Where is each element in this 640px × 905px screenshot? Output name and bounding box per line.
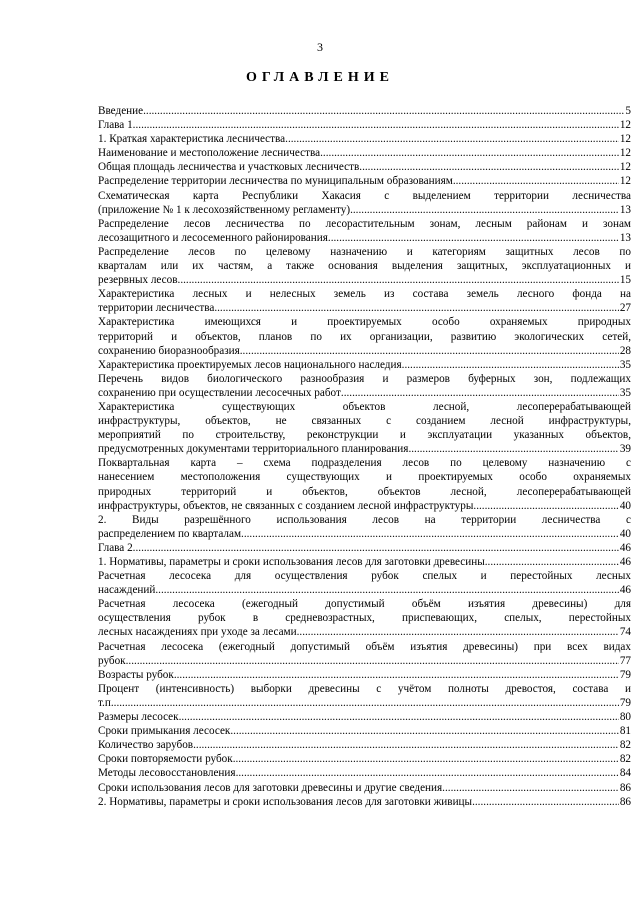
toc-page-number: 74 bbox=[619, 626, 631, 639]
toc-leader-dots bbox=[408, 442, 618, 456]
table-of-contents bbox=[98, 104, 631, 809]
toc-entry bbox=[98, 752, 631, 766]
toc-entry-text: (приложение № 1 к лесохозяйственному регламенту) bbox=[98, 203, 351, 216]
toc-leader-dots bbox=[285, 132, 619, 146]
toc-entry-text: сохранению биоразнообразия bbox=[98, 344, 240, 357]
toc-entry-last-line bbox=[98, 527, 631, 541]
toc-entry-last-line bbox=[98, 386, 631, 400]
toc-entry bbox=[98, 724, 631, 738]
toc-leader-dots bbox=[126, 654, 619, 668]
toc-entry bbox=[98, 118, 631, 132]
toc-entry-text: резервных лесов bbox=[98, 274, 178, 287]
toc-page-number: 84 bbox=[619, 767, 631, 780]
toc-page-number: 13 bbox=[619, 231, 631, 244]
toc-leader-dots bbox=[472, 795, 619, 809]
toc-page-number: 5 bbox=[625, 105, 631, 117]
toc-entry-text: т.п. bbox=[98, 696, 114, 709]
toc-leader-dots bbox=[179, 710, 619, 724]
toc-entry-text: лесных насаждениях при уходе за лесами bbox=[98, 626, 297, 639]
toc-page-number: 46 bbox=[619, 584, 631, 597]
toc-entry-last-line bbox=[98, 301, 631, 315]
toc-entry-line: Поквартальная карта – схема подразделения лесов по целевому назначению с bbox=[98, 457, 631, 470]
toc-entry bbox=[98, 104, 631, 118]
toc-leader-dots bbox=[473, 499, 618, 513]
toc-entry-last-line bbox=[98, 654, 631, 668]
toc-entry bbox=[98, 174, 631, 188]
toc-entry-text: Возрасты рубок bbox=[98, 668, 174, 681]
toc-entry bbox=[98, 189, 631, 217]
toc-leader-dots bbox=[240, 344, 619, 358]
toc-page-number: 46 bbox=[619, 541, 631, 554]
toc-entry-text: территории лесничества bbox=[98, 302, 215, 315]
toc-page-number: 82 bbox=[619, 739, 631, 752]
toc-entry-text: лесозащитного и лесосеменного районирования bbox=[98, 231, 328, 244]
toc-leader-dots bbox=[143, 104, 624, 118]
toc-page-number: 12 bbox=[619, 175, 631, 188]
toc-entry-text: Размеры лесосек bbox=[98, 711, 179, 724]
toc-entry-last-line bbox=[98, 203, 631, 217]
toc-leader-dots bbox=[350, 203, 619, 217]
toc-entry-last-line bbox=[98, 668, 631, 682]
toc-entry bbox=[98, 287, 631, 315]
toc-entry bbox=[98, 245, 631, 287]
toc-entry bbox=[98, 668, 631, 682]
toc-entry-last-line bbox=[98, 752, 631, 766]
toc-entry-text: Сроки использования лесов для заготовки древесины и другие сведения bbox=[98, 781, 443, 794]
toc-leader-dots bbox=[442, 781, 619, 795]
toc-entry-last-line bbox=[98, 541, 631, 555]
toc-entry-text: Распределение территории лесничества по муниципальным образованиям bbox=[98, 175, 453, 188]
toc-entry-text: Глава 1 bbox=[98, 119, 133, 132]
toc-leader-dots bbox=[341, 386, 619, 400]
toc-entry-last-line bbox=[98, 625, 631, 639]
toc-page-number: 79 bbox=[619, 696, 631, 709]
toc-entry-text: Глава 2 bbox=[98, 541, 133, 554]
toc-entry-line: мероприятий по строительству, реконструкции и эксплуатации указанных объектов, bbox=[98, 429, 631, 442]
toc-page-number: 82 bbox=[619, 753, 631, 766]
toc-page-number: 40 bbox=[619, 499, 631, 512]
toc-entry bbox=[98, 132, 631, 146]
toc-title: ОГЛАВЛЕНИЕ bbox=[246, 70, 394, 85]
toc-leader-dots bbox=[133, 541, 619, 555]
toc-page-number: 12 bbox=[619, 119, 631, 132]
toc-page-number: 79 bbox=[619, 668, 631, 681]
toc-entry bbox=[98, 795, 631, 809]
toc-entry bbox=[98, 682, 631, 710]
toc-entry-line: Расчетная лесосека для осуществления рубок спелых и перестойных лесных bbox=[98, 570, 631, 583]
toc-entry-line: Расчетная лесосека (ежегодный допустимый объём изъятия древесины) для bbox=[98, 598, 631, 611]
toc-entry-text: Сроки повторяемости рубок bbox=[98, 753, 233, 766]
toc-entry-last-line bbox=[98, 781, 631, 795]
toc-entry-last-line bbox=[98, 724, 631, 738]
toc-entry-last-line bbox=[98, 160, 631, 174]
toc-leader-dots bbox=[485, 555, 619, 569]
toc-entry-text: 1. Нормативы, параметры и сроки использования лесов для заготовки древесины bbox=[98, 556, 485, 568]
toc-entry-text: Общая площадь лесничества и участковых лесничеств bbox=[98, 161, 360, 174]
toc-entry-last-line bbox=[98, 710, 631, 724]
toc-entry-last-line bbox=[98, 104, 631, 118]
toc-leader-dots bbox=[214, 301, 618, 315]
toc-entry-text: насаждений bbox=[98, 584, 156, 597]
toc-entry bbox=[98, 358, 631, 372]
toc-page-number: 12 bbox=[619, 133, 631, 146]
toc-entry-last-line bbox=[98, 118, 631, 132]
toc-entry bbox=[98, 400, 631, 456]
toc-page-number: 28 bbox=[619, 344, 631, 357]
toc-page-number: 86 bbox=[619, 795, 631, 808]
toc-entry bbox=[98, 781, 631, 795]
toc-entry-text: инфраструктуры, объектов, не связанных с созданием лесной инфраструктуры bbox=[98, 499, 474, 512]
toc-page-number: 15 bbox=[619, 274, 631, 287]
toc-leader-dots bbox=[359, 160, 619, 174]
toc-page-number: 86 bbox=[619, 781, 631, 794]
toc-entry bbox=[98, 456, 631, 512]
toc-entry-last-line bbox=[98, 132, 631, 146]
toc-entry-last-line bbox=[98, 555, 631, 569]
toc-entry-last-line bbox=[98, 696, 631, 710]
toc-entry bbox=[98, 513, 631, 541]
toc-entry-line: Характеристика существующих объектов лесной, лесоперерабатывающей bbox=[98, 400, 631, 413]
toc-entry-line: Расчетная лесосека (ежегодный допустимый объём изъятия древесины) при всех видах bbox=[98, 640, 631, 653]
toc-entry-text: рубок bbox=[98, 654, 126, 667]
toc-entry-last-line bbox=[98, 358, 631, 372]
toc-entry-last-line bbox=[98, 273, 631, 287]
toc-leader-dots bbox=[320, 146, 619, 160]
toc-leader-dots bbox=[236, 766, 619, 780]
toc-entry-last-line bbox=[98, 766, 631, 780]
toc-entry bbox=[98, 766, 631, 780]
toc-leader-dots bbox=[114, 696, 619, 710]
toc-page-number: 77 bbox=[619, 654, 631, 667]
toc-leader-dots bbox=[453, 174, 619, 188]
toc-page-number: 27 bbox=[619, 302, 631, 315]
toc-entry-last-line bbox=[98, 499, 631, 513]
toc-entry bbox=[98, 555, 631, 569]
toc-leader-dots bbox=[230, 724, 618, 738]
toc-entry-line: территорий и объектов, планов по их организации, развитию экологических сетей, bbox=[98, 330, 631, 343]
page-number: 3 bbox=[317, 40, 323, 54]
toc-entry-line: Процент (интенсивность) выборки древесины с учётом полноты древостоя, состава и bbox=[98, 682, 631, 695]
toc-entry bbox=[98, 372, 631, 400]
toc-leader-dots bbox=[155, 583, 618, 597]
toc-leader-dots bbox=[193, 738, 619, 752]
toc-entry-text: Наименование и местоположение лесничества bbox=[98, 147, 321, 160]
toc-entry-text: распределением по кварталам bbox=[98, 527, 242, 540]
toc-entry bbox=[98, 738, 631, 752]
toc-page-number: 80 bbox=[619, 711, 631, 724]
toc-page-number: 39 bbox=[619, 443, 631, 456]
toc-entry-text: Введение bbox=[98, 105, 144, 117]
toc-entry-text: Методы лесовосстановления bbox=[98, 767, 236, 780]
toc-leader-dots bbox=[328, 231, 619, 245]
toc-leader-dots bbox=[133, 118, 619, 132]
toc-entry-line: природных территорий и объектов, объектов лесной, лесоперерабатывающей bbox=[98, 485, 631, 498]
toc-entry bbox=[98, 160, 631, 174]
toc-leader-dots bbox=[233, 752, 619, 766]
toc-page-number: 46 bbox=[619, 556, 631, 568]
toc-entry bbox=[98, 541, 631, 555]
toc-entry bbox=[98, 217, 631, 245]
toc-entry-last-line bbox=[98, 795, 631, 809]
toc-leader-dots bbox=[241, 527, 619, 541]
toc-entry-text: Характеристика проектируемых лесов национального наследия bbox=[98, 358, 402, 371]
toc-entry-last-line bbox=[98, 174, 631, 188]
toc-leader-dots bbox=[402, 358, 619, 372]
toc-entry-text: Количество зарубов bbox=[98, 739, 194, 752]
toc-entry-line: инфраструктуры, объектов, не связанных с созданием лесной инфраструктуры, bbox=[98, 415, 631, 428]
toc-entry-line: осуществления рубок в средневозрастных, приспевающих, спелых, перестойных bbox=[98, 612, 631, 625]
toc-entry-line: Схематическая карта Республики Хакасия с выделением территории лесничества bbox=[98, 189, 631, 202]
toc-entry-text: сохранению при осуществлении лесосечных работ bbox=[98, 386, 341, 399]
toc-page-number: 81 bbox=[619, 725, 631, 738]
toc-entry-last-line bbox=[98, 442, 631, 456]
toc-entry-last-line bbox=[98, 344, 631, 358]
toc-entry-line: Перечень видов биологического разнообразия и размеров буферных зон, подлежащих bbox=[98, 372, 631, 385]
toc-entry-last-line bbox=[98, 738, 631, 752]
toc-entry-line: Характеристика имеющихся и проектируемых особо охраняемых природных bbox=[98, 316, 631, 329]
toc-entry-line: нанесением местоположения существующих и проектируемых особо охраняемых bbox=[98, 471, 631, 484]
toc-entry-text: 2. Нормативы, параметры и сроки использования лесов для заготовки живицы bbox=[98, 795, 473, 808]
toc-entry bbox=[98, 597, 631, 639]
toc-leader-dots bbox=[178, 273, 619, 287]
toc-entry-text: предусмотренных документами территориального планирования bbox=[98, 443, 409, 456]
toc-entry bbox=[98, 146, 631, 160]
toc-page-number: 35 bbox=[619, 386, 631, 399]
toc-entry-line: кварталам или их частям, а также основания выделения защитных, эксплуатационных и bbox=[98, 260, 631, 273]
toc-leader-dots bbox=[297, 625, 619, 639]
toc-entry-text: 1. Краткая характеристика лесничества bbox=[98, 133, 286, 146]
toc-entry bbox=[98, 710, 631, 724]
toc-page-number: 40 bbox=[619, 527, 631, 540]
toc-entry-last-line bbox=[98, 231, 631, 245]
toc-entry-last-line bbox=[98, 583, 631, 597]
toc-page-number: 13 bbox=[619, 203, 631, 216]
toc-page-number: 35 bbox=[619, 358, 631, 371]
toc-entry-text: Сроки примыкания лесосек bbox=[98, 725, 231, 738]
toc-leader-dots bbox=[174, 668, 619, 682]
toc-entry-line: Распределение лесов по целевому назначению и категориям защитных лесов по bbox=[98, 245, 631, 258]
toc-entry bbox=[98, 315, 631, 357]
toc-entry-line: 2. Виды разрешённого использования лесов на территории лесничества с bbox=[98, 513, 631, 526]
toc-entry-line: Распределение лесов лесничества по лесорастительным зонам, лесным районам и зонам bbox=[98, 217, 631, 230]
toc-entry-last-line bbox=[98, 146, 631, 160]
toc-page-number: 12 bbox=[619, 161, 631, 174]
toc-entry bbox=[98, 640, 631, 668]
toc-page-number: 12 bbox=[619, 147, 631, 160]
toc-entry-line: Характеристика лесных и нелесных земель из состава земель лесного фонда на bbox=[98, 288, 631, 301]
toc-entry bbox=[98, 569, 631, 597]
